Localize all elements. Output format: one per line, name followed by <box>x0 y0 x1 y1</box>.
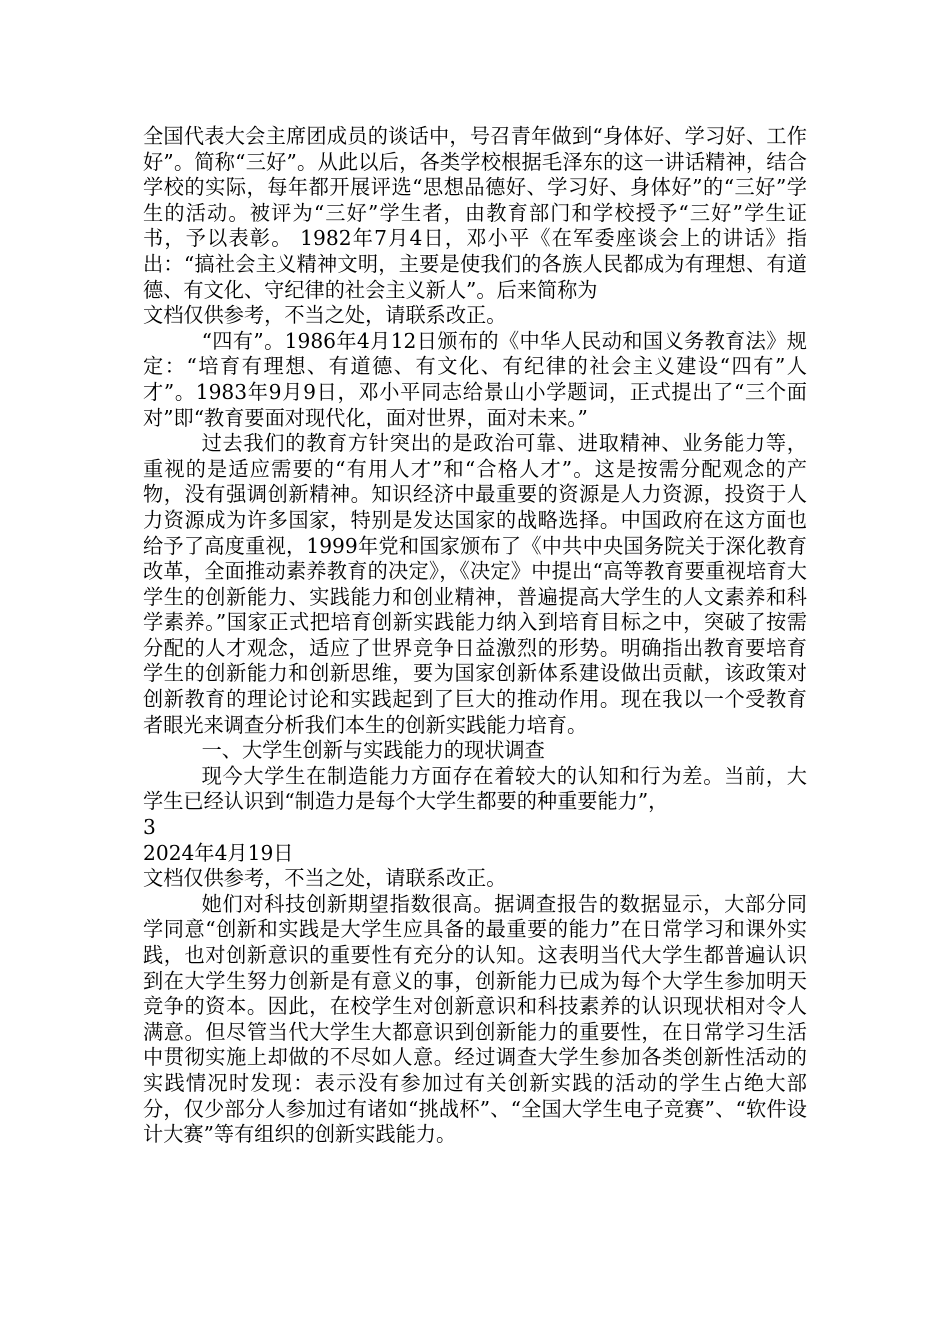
disclaimer-note: 文档仅供参考，不当之处，请联系改正。 <box>143 866 507 891</box>
paragraph-body: 过去我们的教育方针突出的是政治可靠、进取精神、业务能力等，重视的是适应需要的“有用人才”和“合格人才”。这是按需分配观念的产物，没有强调创新精神。知识经济中最重要的资源是人力资源，投资于人力资源成为许多国家，特别是发达国家的战略选择。中国政府在这方面也给予了高度重视，1999年党和国家颁布了《中共中央国务院关于深化教育改革，全面推动素养教育的决定》，《决定》中提出“高等教育要重视培育大学生的创新能力、实践能力和创业精神，普遍提高大学生的人文素养和科学素养。”国家正式把培育创新实践能力纳入到培育目标之中，突破了按需分配的人才观念，适应了世界竞争日益激烈的形势。明确指出教育要培育学生的创新能力和创新思维，要为国家创新体系建设做出贡献，该政策对创新教育的理论讨论和实践起到了巨大的推动作用。现在我以一个受教育者眼光来调查分析我们本生的创新实践能力培育。 <box>143 431 807 737</box>
paragraph-body: 全国代表大会主席团成员的谈话中，号召青年做到“身体好、学习好、工作好”。简称“三好”。从此以后，各类学校根据毛泽东的这一讲话精神，结合学校的实际，每年都开展评选“思想品德好、学习好、身体好”的“三好”学生的活动。被评为“三好”学生者，由教育部门和学校授予“三好”学生证书，予以表彰。 1982年7月4日，邓小平《在军委座谈会上的讲话》指出：“搞社会主义精神文明，主要是使我们的各族人民都成为有理想、有道德、有文化、守纪律的社会主义新人”。后来简称为 <box>143 124 807 302</box>
paragraph-body: 她们对科技创新期望指数很高。据调查报告的数据显示，大部分同学同意“创新和实践是大学生应具备的最重要的能力”在日常学习和课外实践，也对创新意识的重要性有充分的认知。这表明当代大学生都普遍认识到在大学生努力创新是有意义的事，创新能力已成为每个大学生参加明天竞争的资本。因此，在校学生对创新意识和科技素养的认识现状相对令人满意。但尽管当代大学生大都意识到创新能力的重要性，在日常学习生活中贯彻实施上却做的不尽如人意。经过调查大学生参加各类创新性活动的实践情况时发现：表示没有参加过有关创新实践的活动的学生占绝大部分，仅少部分人参加过有诸如“挑战杯”、“全国大学生电子竞赛”、“软件设计大赛”等有组织的创新实践能力。 <box>143 891 807 1147</box>
paragraph-body: “四有”。1986年4月12日颁布的《中华人民动和国义务教育法》规定：“培育有理想、有道德、有文化、有纪律的社会主义建设“四有”人才”。1983年9月9日，邓小平同志给景山小学题词，正式提出了“三个面对”即“教育要面对现代化，面对世界，面对未来。” <box>143 328 807 430</box>
page-date: 2024年4月19日 <box>143 840 294 865</box>
paragraph-body: 现今大学生在制造能力方面存在着较大的认知和行为差。当前，大学生已经认识到“制造力是每个大学生都要的种重要能力”， <box>143 763 807 814</box>
document-page <box>143 124 807 1148</box>
disclaimer-note: 文档仅供参考，不当之处，请联系改正。 <box>143 303 507 328</box>
section-heading: 一、大学生创新与实践能力的现状调查 <box>201 738 545 763</box>
page-number: 3 <box>143 815 156 840</box>
